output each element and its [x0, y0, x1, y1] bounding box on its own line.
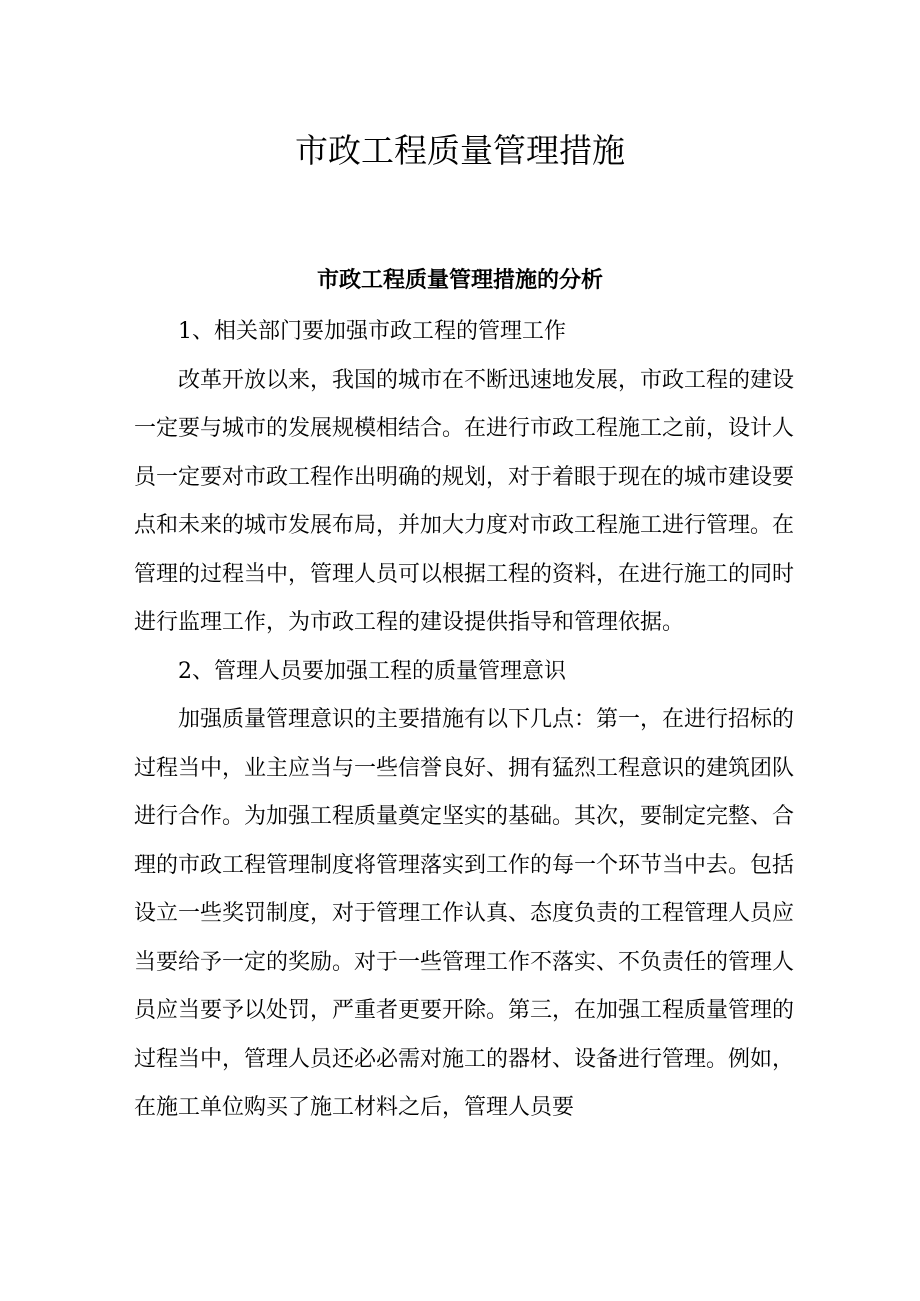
- paragraph-1: 改革开放以来，我国的城市在不断迅速地发展，市政工程的建设一定要与城市的发展规模相结合。在进行市政工程施工之前，设计人员一定要对市政工程作出明确的规划，对于着眼于现在的城市建设要点和未来的城市发展布局，并加大力度对市政工程施工进行管理。在管理的过程当中，管理人员可以根据工程的资料，在进行施工的同时进行监理工作，为市政工程的建设提供指导和管理依据。: [134, 367, 795, 635]
- paragraph-2: 加强质量管理意识的主要措施有以下几点：第一，在进行招标的过程当中，业主应当与一些信誉良好、拥有猛烈工程意识的建筑团队进行合作。为加强工程质量奠定坚实的基础。其次，要制定完整、合理的市政工程管理制度将管理落实到工作的每一个环节当中去。包括设立一些奖罚制度，对于管理工作认真、态度负责的工程管理人员应当要给予一定的奖励。对于一些管理工作不落实、不负责任的管理人员应当要予以处罚，严重者更要开除。第三，在加强工程质量管理的过程当中，管理人员还必必需对施工的器材、设备进行管理。例如，在施工单位购买了施工材料之后，管理人员要: [134, 707, 795, 1120]
- document-body: [134, 308, 794, 1133]
- section-heading: 市政工程质量管理措施的分析: [316, 267, 603, 293]
- subheading-1: 1、相关部门要加强市政工程的管理工作: [178, 319, 566, 344]
- document-title: 市政工程质量管理措施: [295, 131, 625, 170]
- subheading-2: 2、管理人员要加强工程的质量管理意识: [178, 658, 566, 684]
